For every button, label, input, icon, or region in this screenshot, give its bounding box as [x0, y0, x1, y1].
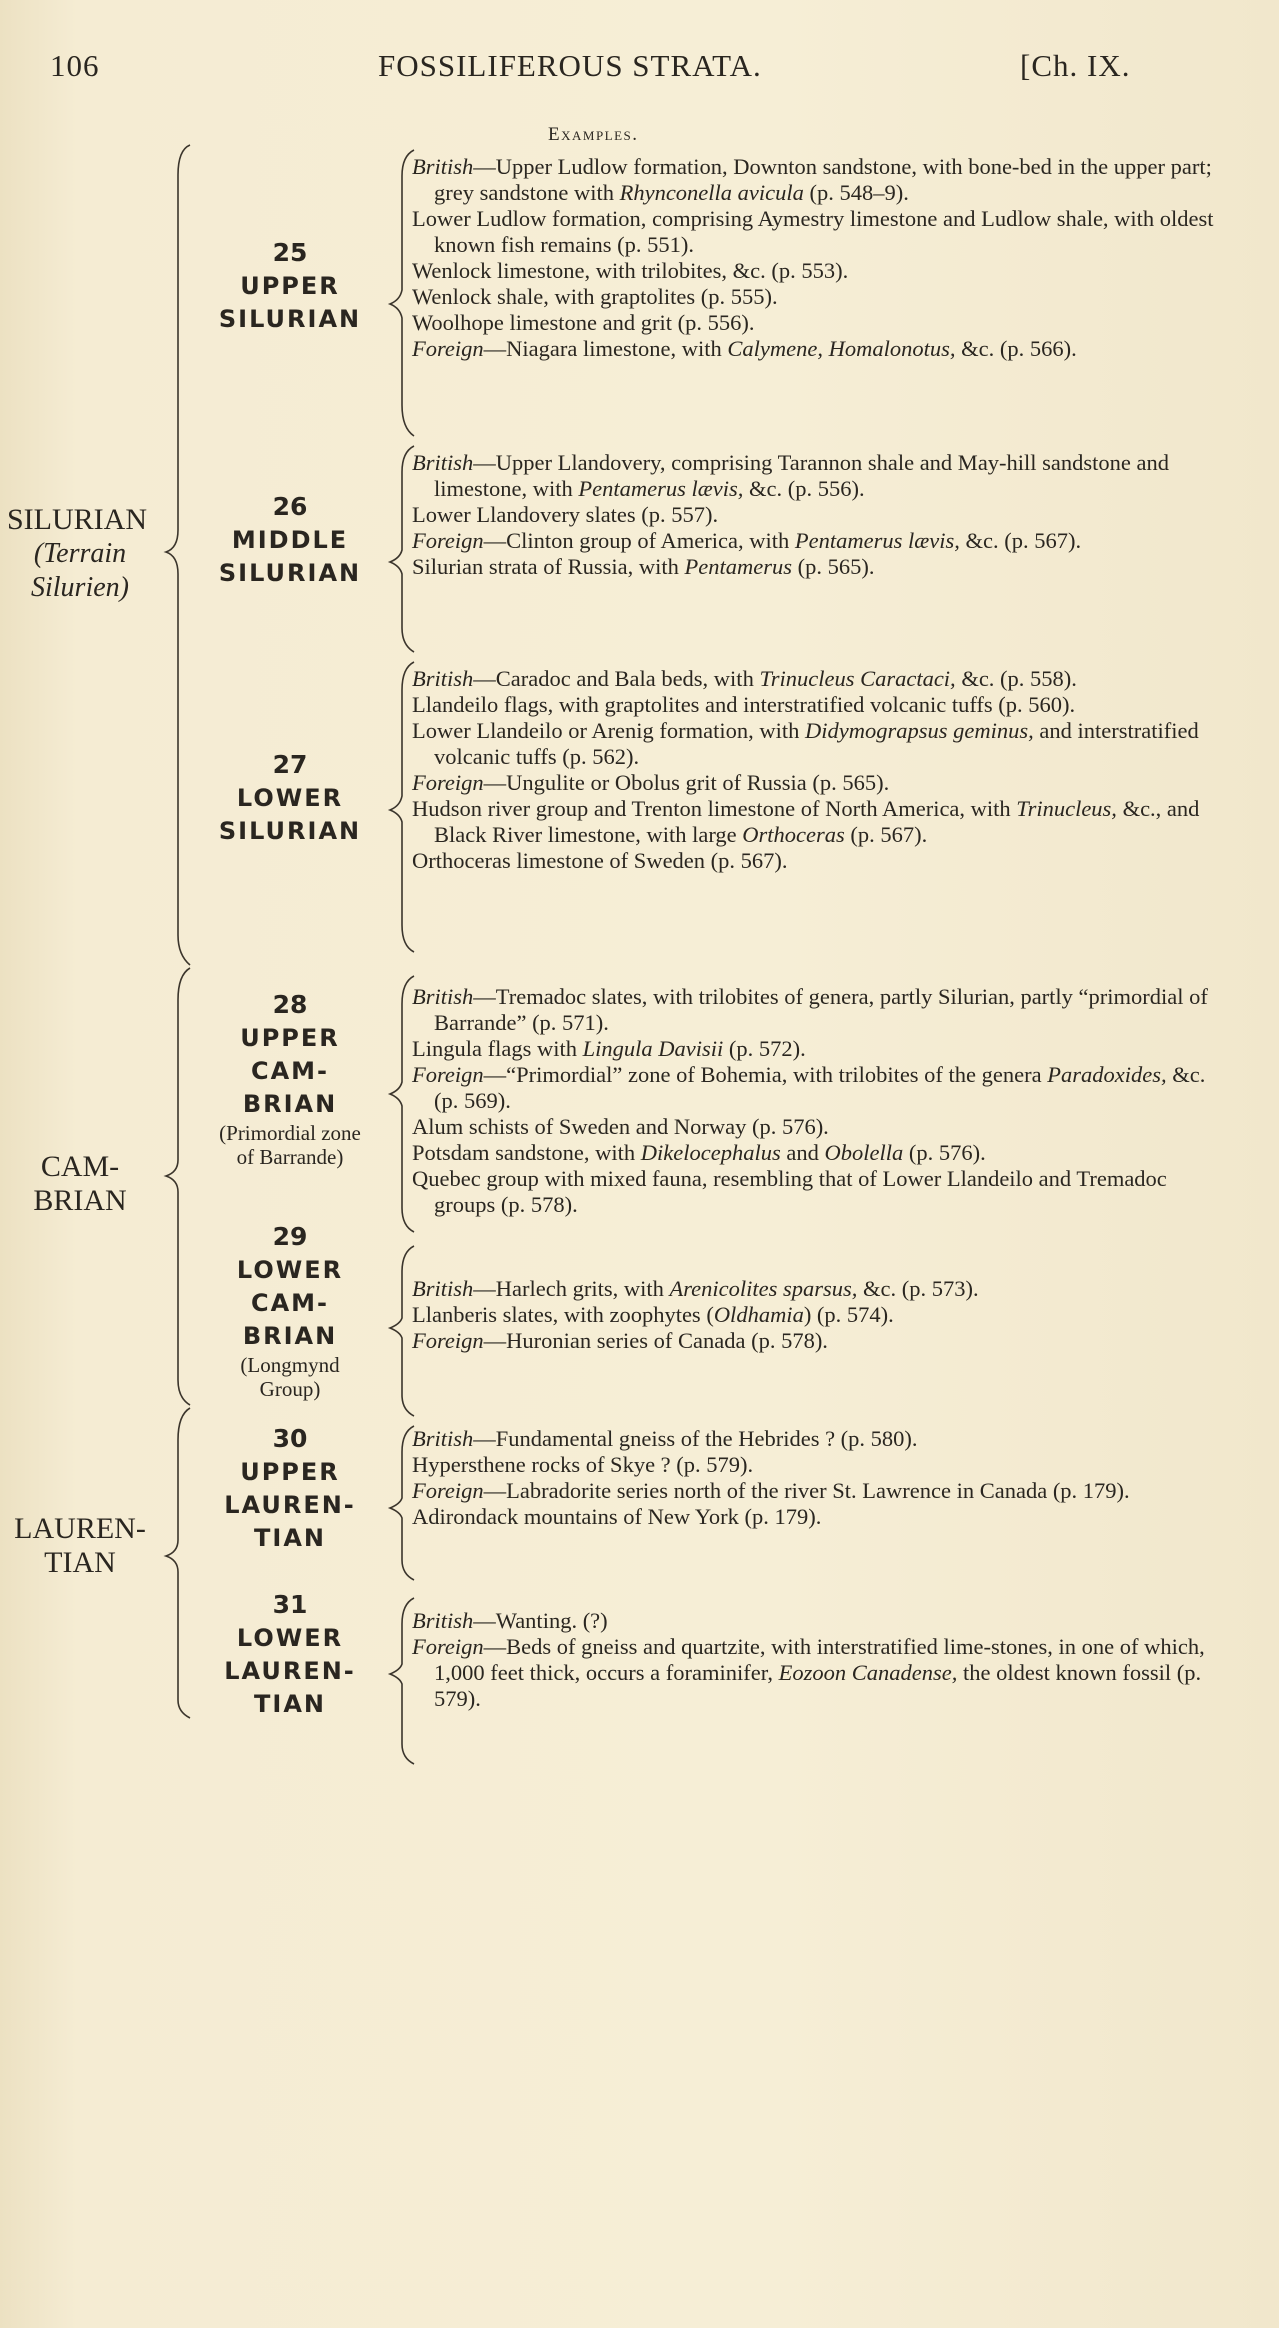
example-entry: British—Wanting. (?): [412, 1608, 608, 1633]
example-entry: Lower Ludlow formation, comprising Aymestry limestone and Ludlow shale, with oldest known fish remains (p. 551).: [412, 206, 1214, 257]
group-name: BRIAN: [242, 1322, 338, 1350]
example-entry: British—Upper Ludlow formation, Downton sandstone, with bone-bed in the upper part; grey sandstone with Rhynconella avicula (p. 548–9).: [412, 154, 1212, 205]
group-30: [185, 1422, 395, 1555]
examples-group-25: [412, 154, 1227, 362]
group-name: BRIAN: [242, 1090, 338, 1118]
group-25: [185, 236, 395, 336]
group-name: LOWER: [236, 1256, 344, 1284]
examples-group-30: [412, 1426, 1227, 1530]
chapter-label: [Ch. IX.: [1020, 48, 1131, 83]
group-number: 31: [272, 1590, 308, 1619]
example-entry: Llanberis slates, with zoophytes (Oldhamia) (p. 574).: [412, 1302, 894, 1327]
era-name: BRIAN: [33, 1184, 127, 1217]
group-name: SILURIAN: [218, 559, 362, 587]
example-entry: British—Harlech grits, with Arenicolites sparsus, &c. (p. 573).: [412, 1276, 979, 1301]
era-laurentian: [0, 1512, 160, 1580]
group-name: LAUREN-: [224, 1491, 356, 1519]
group-29: [185, 1220, 395, 1401]
group-name: UPPER: [240, 1458, 340, 1486]
example-entry: Foreign—Labradorite series north of the river St. Lawrence in Canada (p. 179).: [412, 1478, 1130, 1503]
example-entry: Wenlock shale, with graptolites (p. 555).: [412, 284, 778, 309]
group-26: [185, 490, 395, 590]
group-subtitle: Group): [259, 1377, 321, 1401]
group-name: LOWER: [236, 784, 344, 812]
group-number: 30: [272, 1424, 308, 1453]
examples-group-27: [412, 666, 1227, 874]
group-name: UPPER: [240, 1024, 340, 1052]
examples-heading: Examples.: [548, 124, 639, 145]
example-entry: Foreign—Niagara limestone, with Calymene, Homalonotus, &c. (p. 566).: [412, 336, 1077, 361]
example-entry: Foreign—Clinton group of America, with Pentamerus lævis, &c. (p. 567).: [412, 528, 1082, 553]
example-entry: British—Tremadoc slates, with trilobites of genera, partly Silurian, partly “primordial of Barrande” (p. 571).: [412, 984, 1208, 1035]
group-number: 25: [272, 238, 308, 267]
example-entry: Quebec group with mixed fauna, resembling that of Lower Llandeilo and Tremadoc groups (p. 578).: [412, 1166, 1167, 1217]
example-entry: British—Upper Llandovery, comprising Tarannon shale and May-hill sandstone and limestone, with Pentamerus lævis, &c. (p. 556).: [412, 450, 1170, 501]
group-27: [185, 748, 395, 848]
group-number: 29: [272, 1222, 308, 1251]
example-entry: Llandeilo flags, with graptolites and interstratified volcanic tuffs (p. 560).: [412, 692, 1076, 717]
era-name: CAM-: [40, 1150, 120, 1183]
running-title: FOSSILIFEROUS STRATA.: [378, 48, 762, 83]
examples-group-31: [412, 1608, 1227, 1712]
example-entry: Orthoceras limestone of Sweden (p. 567).: [412, 848, 788, 873]
era-name: SILURIAN: [7, 503, 147, 536]
example-entry: Adirondack mountains of New York (p. 179).: [412, 1504, 822, 1529]
group-subtitle: of Barrande): [236, 1145, 344, 1169]
group-name: LOWER: [236, 1624, 344, 1652]
examples-group-29: [412, 1276, 1227, 1354]
example-entry: Hypersthene rocks of Skye ? (p. 579).: [412, 1452, 754, 1477]
group-name: SILURIAN: [218, 305, 362, 333]
group-subtitle: (Longmynd: [240, 1353, 340, 1377]
example-entry: Foreign—“Primordial” zone of Bohemia, with trilobites of the genera Paradoxides, &c. (p. 569).: [412, 1062, 1206, 1113]
example-entry: Hudson river group and Trenton limestone of North America, with Trinucleus, &c., and Black River limestone, with large Orthoceras (p. 567).: [412, 796, 1200, 847]
group-subtitle: (Primordial zone: [219, 1121, 361, 1145]
example-entry: Foreign—Huronian series of Canada (p. 578).: [412, 1328, 828, 1353]
example-entry: Lingula flags with Lingula Davisii (p. 572).: [412, 1036, 806, 1061]
era-subtitle: (Terrain: [33, 538, 127, 569]
group-name: TIAN: [254, 1690, 326, 1718]
group-name: TIAN: [254, 1524, 326, 1552]
era-subtitle: Silurien): [31, 572, 129, 603]
group-name: CAM-: [250, 1057, 330, 1085]
group-name: LAUREN-: [224, 1657, 356, 1685]
example-entry: British—Caradoc and Bala beds, with Trinucleus Caractaci, &c. (p. 558).: [412, 666, 1077, 691]
group-name: CAM-: [250, 1289, 330, 1317]
examples-group-26: [412, 450, 1227, 580]
example-entry: Lower Llandovery slates (p. 557).: [412, 502, 719, 527]
example-entry: Alum schists of Sweden and Norway (p. 576).: [412, 1114, 829, 1139]
group-31: [185, 1588, 395, 1721]
examples-group-28: [412, 984, 1227, 1218]
era-name: TIAN: [44, 1546, 116, 1579]
example-entry: Foreign—Ungulite or Obolus grit of Russia (p. 565).: [412, 770, 890, 795]
era-name: LAUREN-: [14, 1512, 146, 1545]
example-entry: Potsdam sandstone, with Dikelocephalus and Obolella (p. 576).: [412, 1140, 986, 1165]
page-number: 106: [50, 48, 100, 83]
group-name: SILURIAN: [218, 817, 362, 845]
group-number: 26: [272, 492, 308, 521]
example-entry: British—Fundamental gneiss of the Hebrides ? (p. 580).: [412, 1426, 918, 1451]
group-number: 28: [272, 990, 308, 1019]
era-cambrian: [10, 1150, 150, 1218]
era-silurian: [0, 503, 160, 605]
group-name: MIDDLE: [231, 526, 349, 554]
example-entry: Silurian strata of Russia, with Pentamerus (p. 565).: [412, 554, 875, 579]
group-name: UPPER: [240, 272, 340, 300]
example-entry: Foreign—Beds of gneiss and quartzite, with interstratified lime-stones, in one of which, 1,000 feet thick, occurs a foraminifer, Eozoon Canadense, the oldest known fossil (p. 579).: [412, 1634, 1205, 1711]
example-entry: Woolhope limestone and grit (p. 556).: [412, 310, 755, 335]
group-number: 27: [272, 750, 308, 779]
group-28: [185, 988, 395, 1169]
example-entry: Lower Llandeilo or Arenig formation, with Didymograpsus geminus, and interstratified volcanic tuffs (p. 562).: [412, 718, 1199, 769]
example-entry: Wenlock limestone, with trilobites, &c. (p. 553).: [412, 258, 849, 283]
